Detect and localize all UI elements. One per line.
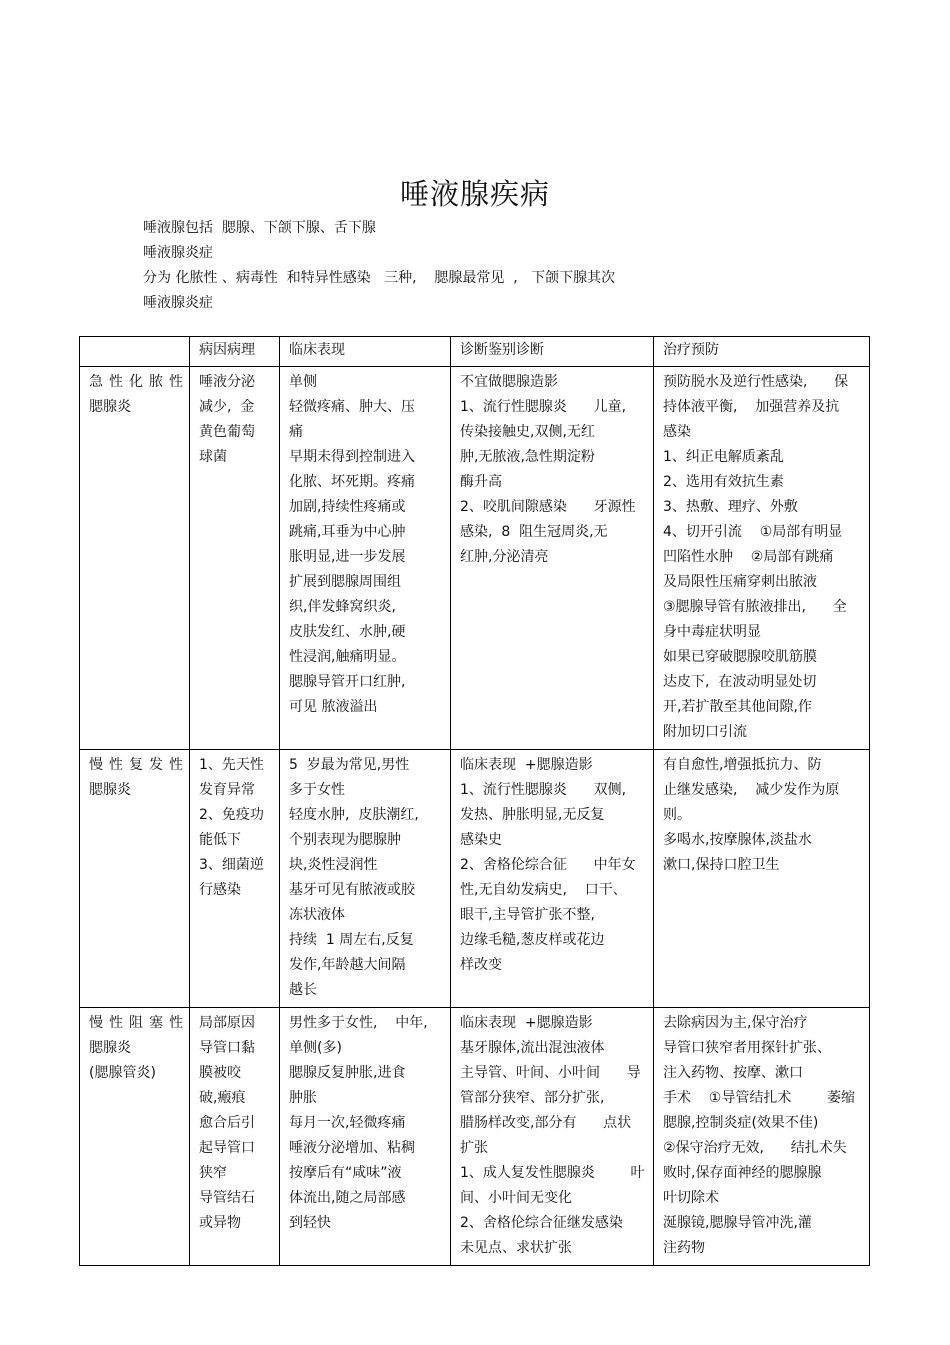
disease-name-cell [80, 367, 190, 750]
cell-line: 到轻快 [289, 1215, 331, 1231]
table-header-row [80, 337, 870, 367]
cell-line: 基牙腺体,流出混浊液体 [460, 1040, 605, 1056]
cell-line: 注药物 [663, 1240, 705, 1256]
cell-line: 注入药物、按摩、漱口 [663, 1065, 803, 1081]
disease-name-cell [80, 750, 190, 1008]
cell-line: 按摩后有“咸味”液 [289, 1165, 402, 1181]
table-row [80, 750, 870, 1008]
cell-line: 唾液分泌增加、粘稠 [289, 1140, 415, 1156]
cell-line: 则。 [663, 807, 691, 823]
cell-line: 织,伴发蜂窝织炎, [289, 599, 396, 615]
cell-line: 附加切口引流 [663, 724, 747, 740]
cell-line: 及局限性压痛穿刺出脓液 [663, 574, 817, 590]
intro-line: 唾液腺炎症 [143, 245, 213, 261]
cell-line: 未见点、求状扩张 [460, 1240, 572, 1256]
cell-line: 皮肤发红、水肿,硬 [289, 624, 406, 640]
cell-line: 发育异常 [199, 782, 255, 798]
cell-line: 行感染 [199, 882, 241, 898]
cell-line: 达皮下, 在波动明显处切 [663, 674, 817, 690]
cell-line: 如果已穿破腮腺咬肌筋膜 [663, 649, 817, 665]
clinical-cell [280, 1008, 451, 1266]
disease-table [79, 336, 870, 1266]
cell-line: 轻微疼痛、肿大、压 [289, 399, 415, 415]
treatment-cell [654, 750, 870, 1008]
cell-line: 单侧 [289, 374, 317, 390]
cell-line: 预防脱水及逆行性感染, 保 [663, 374, 849, 390]
cell-line: 导管口黏 [199, 1040, 255, 1056]
cause-cell [190, 1008, 280, 1266]
cell-line: 去除病因为主,保守治疗 [663, 1015, 808, 1031]
cell-line: 腮腺炎 [89, 782, 131, 798]
header-cell: 病因病理 [190, 337, 280, 367]
header-cell: 临床表现 [280, 337, 451, 367]
cell-line: 红肿,分泌清亮 [460, 549, 549, 565]
cell-line: 球菌 [199, 449, 227, 465]
cell-line: 或异物 [199, 1215, 241, 1231]
header-cell: 治疗预防 [654, 337, 870, 367]
cell-line: 局部原因 [199, 1015, 255, 1031]
cell-line: (腮腺管炎) [89, 1065, 156, 1081]
cell-line: 眼干,主导管扩张不整, [460, 907, 595, 923]
cell-line: 多于女性 [289, 782, 345, 798]
cell-line: 1、流行性腮腺炎 双侧, [460, 782, 627, 798]
cell-line: 手术 ①导管结扎术 萎缩 [663, 1090, 855, 1106]
cell-line: 样改变 [460, 957, 502, 973]
cell-line: 腮腺炎 [89, 399, 131, 415]
cell-line: 临床表现 +腮腺造影 [460, 757, 593, 773]
clinical-cell [280, 367, 451, 750]
cause-cell [190, 750, 280, 1008]
cell-line: 1、流行性腮腺炎 儿童, [460, 399, 627, 415]
cell-line: 发作,年龄越大间隔 [289, 957, 406, 973]
cell-line: 持体液平衡, 加强营养及抗 [663, 399, 840, 415]
diagnosis-cell [451, 1008, 654, 1266]
cell-line: 凹陷性水肿 ②局部有跳痛 [663, 549, 834, 565]
intro-text [143, 216, 615, 316]
cell-line: 临床表现 +腮腺造影 [460, 1015, 593, 1031]
cell-line: 漱口,保持口腔卫生 [663, 857, 780, 873]
diagnosis-cell [451, 367, 654, 750]
page-title: 唾液腺疾病 [399, 177, 550, 211]
cell-line: 有自愈性,增强抵抗力、防 [663, 757, 822, 773]
intro-line: 唾液腺炎症 [143, 295, 213, 311]
cell-line: 愈合后引 [199, 1115, 255, 1131]
cell-line: 管部分狭窄、部分扩张, [460, 1090, 605, 1106]
cell-line: 2、选用有效抗生素 [663, 474, 784, 490]
header-cell [80, 337, 190, 367]
header-cell: 诊断鉴别诊断 [451, 337, 654, 367]
cell-line: 腮腺反复肿胀,进食 [289, 1065, 406, 1081]
cell-line: 5 岁最为常见,男性 [289, 757, 410, 773]
cell-line: 破,瘢痕 [199, 1090, 246, 1106]
cause-cell [190, 367, 280, 750]
cell-line: 轻度水肿, 皮肤潮红, [289, 807, 419, 823]
cell-line: 2、免疫功 [199, 807, 264, 823]
intro-line: 分为 化脓性 、病毒性 和特异性感染 三种, 腮腺最常见 , 下颌下腺其次 [143, 270, 616, 286]
cell-line: 跳痛,耳垂为中心肿 [289, 524, 406, 540]
cell-line: 感染史 [460, 832, 502, 848]
cell-line: 越长 [289, 982, 317, 998]
cell-line: 主导管、叶间、小叶间 导 [460, 1065, 641, 1081]
cell-line: 早期未得到控制进入 [289, 449, 415, 465]
cell-line: 传染接触史,双侧,无红 [460, 424, 595, 440]
cell-line: 可见 脓液溢出 [289, 699, 378, 715]
treatment-cell [654, 1008, 870, 1266]
cell-line: 扩展到腮腺周围组 [289, 574, 401, 590]
cell-line: 3、热敷、理疗、外敷 [663, 499, 798, 515]
cell-line: 冻状液体 [289, 907, 345, 923]
cell-line: 止继发感染, 减少发作为原 [663, 782, 840, 798]
cell-line: 多喝水,按摩腺体,淡盐水 [663, 832, 812, 848]
cell-line: 化脓、坏死期。疼痛 [289, 474, 415, 490]
cell-line: 块,炎性浸润性 [289, 857, 378, 873]
cell-line: 基牙可见有脓液或胶 [289, 882, 415, 898]
cell-line: 间、小叶间无变化 [460, 1190, 572, 1206]
table-row [80, 367, 870, 750]
cell-line: 身中毒症状明显 [663, 624, 761, 640]
cell-line: 涎腺镜,腮腺导管冲洗,灌 [663, 1215, 812, 1231]
cell-line: 减少, 金 [199, 399, 255, 415]
cell-line: 叶切除术 [663, 1190, 719, 1206]
cell-line: 腮腺导管开口红肿, [289, 674, 406, 690]
cell-line: 狭窄 [199, 1165, 227, 1181]
clinical-cell [280, 750, 451, 1008]
cell-line: 酶升高 [460, 474, 502, 490]
cell-line: 唾液分泌 [199, 374, 255, 390]
cell-line: 肿胀 [289, 1090, 317, 1106]
cell-line: 1、纠正电解质紊乱 [663, 449, 784, 465]
cell-line: 性,无自幼发病史, 口干、 [460, 882, 627, 898]
cell-line: 开,若扩散至其他间隙,作 [663, 699, 812, 715]
treatment-cell [654, 367, 870, 750]
cell-line: 肿,无脓液,急性期淀粉 [460, 449, 595, 465]
intro-line: 唾液腺包括 腮腺、下颌下腺、舌下腺 [143, 220, 376, 236]
cell-line: ③腮腺导管有脓液排出, 全 [663, 599, 847, 615]
cell-line: 起导管口 [199, 1140, 255, 1156]
cell-line: 感染, 8 阻生冠周炎,无 [460, 524, 608, 540]
cell-line: 体流出,随之局部感 [289, 1190, 406, 1206]
cell-line: 慢性阻塞性 [89, 1015, 189, 1031]
cell-line: 性浸润,触痛明显。 [289, 649, 406, 665]
cell-line: 持续 1 周左右,反复 [289, 932, 414, 948]
cell-line: ②保守治疗无效, 结扎术失 [663, 1140, 847, 1156]
cell-line: 男性多于女性, 中年, [289, 1015, 428, 1031]
cell-line: 1、成人复发性腮腺炎 叶 [460, 1165, 645, 1181]
cell-line: 加剧,持续性疼痛或 [289, 499, 406, 515]
cell-line: 单侧(多) [289, 1040, 342, 1056]
cell-line: 痛 [289, 424, 303, 440]
cell-line: 能低下 [199, 832, 241, 848]
cell-line: 边缘毛糙,葱皮样或花边 [460, 932, 605, 948]
cell-line: 感染 [663, 424, 691, 440]
cell-line: 急性化脓性 [89, 374, 189, 390]
cell-line: 1、先天性 [199, 757, 264, 773]
cell-line: 黄色葡萄 [199, 424, 255, 440]
cell-line: 个别表现为腮腺肿 [289, 832, 401, 848]
cell-line: 2、咬肌间隙感染 牙源性 [460, 499, 636, 515]
cell-line: 腮腺,控制炎症(效果不佳) [663, 1115, 819, 1131]
cell-line: 导管结石 [199, 1190, 255, 1206]
disease-name-cell [80, 1008, 190, 1266]
cell-line: 4、切开引流 ①局部有明显 [663, 524, 843, 540]
cell-line: 胀明显,进一步发展 [289, 549, 406, 565]
cell-line: 腮腺炎 [89, 1040, 131, 1056]
cell-line: 膜被咬 [199, 1065, 241, 1081]
cell-line: 2、舍格伦综合征继发感染 [460, 1215, 623, 1231]
cell-line: 发热、肿胀明显,无反复 [460, 807, 605, 823]
cell-line: 2、舍格伦综合征 中年女 [460, 857, 636, 873]
cell-line: 败时,保存面神经的腮腺腺 [663, 1165, 822, 1181]
cell-line: 导管口狭窄者用探针扩张、 [663, 1040, 831, 1056]
cell-line: 不宜做腮腺造影 [460, 374, 558, 390]
cell-line: 腊肠样改变,部分有 点状 [460, 1115, 632, 1131]
cell-line: 每月一次,轻微疼痛 [289, 1115, 406, 1131]
cell-line: 3、细菌逆 [199, 857, 264, 873]
diagnosis-cell [451, 750, 654, 1008]
cell-line: 慢性复发性 [89, 757, 189, 773]
cell-line: 扩张 [460, 1140, 488, 1156]
table-row [80, 1008, 870, 1266]
